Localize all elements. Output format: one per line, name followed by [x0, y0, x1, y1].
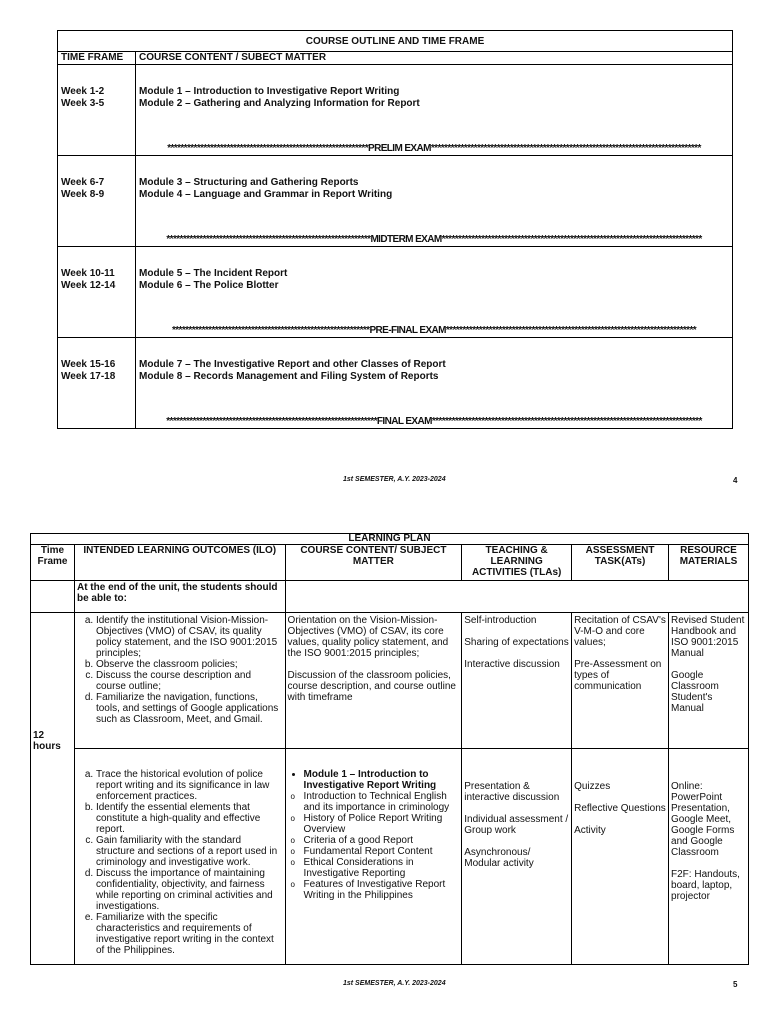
col-time-frame: TIME FRAME: [58, 52, 136, 65]
col-course-content: COURSE CONTENT / SUBECT MATTER: [136, 52, 733, 65]
tla-item: Self-introduction: [464, 615, 537, 626]
week-label: Week 6-7: [61, 177, 105, 188]
module-label: Module 8 – Records Management and Filing System of Reports: [139, 371, 439, 382]
exam-divider: ************************************************************PRE-FINAL EXAM****************************************************************************: [171, 325, 697, 336]
resources-cell: [669, 613, 749, 749]
module-label: Module 4 – Language and Grammar in Report Writing: [139, 189, 393, 200]
tla-item: Presentation & interactive discussion: [464, 781, 560, 803]
col-time-frame: Time Frame: [31, 545, 75, 581]
ilo-intro: At the end of the unit, the students should be able to:: [74, 581, 285, 613]
outline-row: [58, 338, 733, 429]
content-text: Discussion of the classroom policies, course description, and course outline with timeframe: [287, 670, 456, 703]
ilo-item: a. Identify the institutional Vision-Mission-Objectives (VMO) of CSAV, its quality policy statement, and the ISO 9001:2015 principles;: [96, 615, 283, 659]
topic-item: o Introduction to Technical English and its importance in criminology: [304, 791, 460, 813]
ilo-item: e. Familiarize with the specific characteristics and requirements of investigative report writing in the context of the Philippines.: [96, 912, 283, 956]
module-label: Module 5 – The Incident Report: [139, 268, 288, 279]
col-resources: RESOURCE MATERIALS: [669, 545, 749, 581]
outline-row: [58, 247, 733, 338]
assessment-item: Quizzes: [574, 781, 611, 792]
content-text: Orientation on the Vision-Mission-Objectives (VMO) of CSAV, its core values, quality policy statement, and the ISO 9001:2015 principles;: [287, 615, 449, 659]
week-label: Week 10-11: [61, 268, 115, 279]
module-label: Module 1 – Introduction to Investigative Report Writing: [139, 86, 400, 97]
assessment-cell: [572, 613, 669, 749]
module-label: Module 2 – Gathering and Analyzing Information for Report: [139, 98, 420, 109]
ilo-item: a. Trace the historical evolution of police report writing and its significance in law enforcement practices.: [96, 769, 283, 802]
assessment-item: Activity: [574, 825, 606, 836]
tla-item: Interactive discussion: [464, 659, 560, 670]
ilo-item: b. Observe the classroom policies;: [96, 659, 283, 670]
topic-item: o History of Police Report Writing Overview: [304, 813, 460, 835]
tla-cell: [462, 749, 572, 965]
module-heading: • Module 1 – Introduction to Investigative Report Writing: [304, 769, 460, 791]
week-label: Week 15-16: [61, 359, 116, 370]
col-assessment: ASSESSMENT TASK(ATs): [572, 545, 669, 581]
assessment-item: Pre-Assessment on types of communication: [574, 659, 662, 692]
col-ilo: INTENDED LEARNING OUTCOMES (ILO): [74, 545, 285, 581]
outline-row: [58, 156, 733, 247]
exam-divider: **************************************************************MIDTERM EXAM*******************************************************************************: [166, 234, 702, 245]
module-label: Module 3 – Structuring and Gathering Reports: [139, 177, 359, 188]
resource-item: Revised Student Handbook and ISO 9001:2015 Manual: [671, 615, 745, 659]
assessment-item: Recitation of CSAV's V-M-O and core values;: [574, 615, 666, 648]
resources-cell: [669, 749, 749, 965]
module-label: Module 7 – The Investigative Report and other Classes of Report: [139, 359, 446, 370]
course-outline-table: [57, 30, 733, 429]
module-label: Module 6 – The Police Blotter: [139, 280, 279, 291]
resource-item: Google Classroom Student's Manual: [671, 670, 719, 714]
content-cell: [285, 613, 462, 749]
tla-item: Sharing of expectations: [464, 637, 569, 648]
ilo-item: c. Discuss the course description and course outline;: [96, 670, 283, 692]
resource-item: Online: PowerPoint Presentation, Google Meet, Google Forms and Google Classroom: [671, 781, 735, 858]
page-footer: 1st SEMESTER, A.Y. 2023-2024: [343, 476, 446, 483]
col-tla: TEACHING & LEARNING ACTIVITIES (TLAs): [462, 545, 572, 581]
page-footer: 1st SEMESTER, A.Y. 2023-2024: [343, 980, 446, 987]
ilo-item: c. Gain familiarity with the standard structure and sections of a report used in criminology and investigative work.: [96, 835, 283, 868]
assessment-cell: [572, 749, 669, 965]
week-label: Week 12-14: [61, 280, 116, 291]
ilo-item: d. Familiarize the navigation, functions, tools, and settings of Google applications such as Classroom, Meet, and Gmail.: [96, 692, 283, 725]
ilo-item: b. Identify the essential elements that constitute a high-quality and effective report.: [96, 802, 283, 835]
resource-item: F2F: Handouts, board, laptop, projector: [671, 869, 740, 902]
tla-item: Asynchronous/ Modular activity: [464, 847, 534, 869]
topic-item: o Ethical Considerations in Investigative Reporting: [304, 857, 460, 879]
col-course-content: COURSE CONTENT/ SUBJECT MATTER: [285, 545, 462, 581]
week-label: Week 8-9: [61, 189, 105, 200]
exam-divider: *************************************************************PRELIM EXAM**********************************************************************************: [167, 143, 701, 154]
ilo-item: d. Discuss the importance of maintaining confidentiality, objectivity, and fairness while reporting on criminal activities and investigations.: [96, 868, 283, 912]
page-number: 5: [733, 980, 738, 989]
learning-plan-table: [30, 533, 749, 965]
topic-item: o Features of Investigative Report Writing in the Philippines: [304, 879, 460, 901]
page-number: 4: [733, 476, 738, 485]
time-value: 12 hours: [31, 613, 75, 965]
tla-item: Individual assessment / Group work: [464, 814, 569, 836]
topic-item: o Criteria of a good Report: [304, 835, 460, 846]
ilo-cell: [74, 613, 285, 749]
assessment-item: Reflective Questions: [574, 803, 666, 814]
week-label: Week 17-18: [61, 371, 116, 382]
week-label: Week 3-5: [61, 98, 105, 109]
tla-cell: [462, 613, 572, 749]
content-cell: [285, 749, 462, 965]
outline-row: [58, 65, 733, 156]
week-label: Week 1-2: [61, 86, 105, 97]
outline-title: COURSE OUTLINE AND TIME FRAME: [58, 31, 733, 52]
plan-title: LEARNING PLAN: [31, 534, 749, 545]
ilo-cell: [74, 749, 285, 965]
topic-item: o Fundamental Report Content: [304, 846, 460, 857]
exam-divider: ****************************************************************FINAL EXAM**********************************************************************************: [166, 416, 702, 427]
